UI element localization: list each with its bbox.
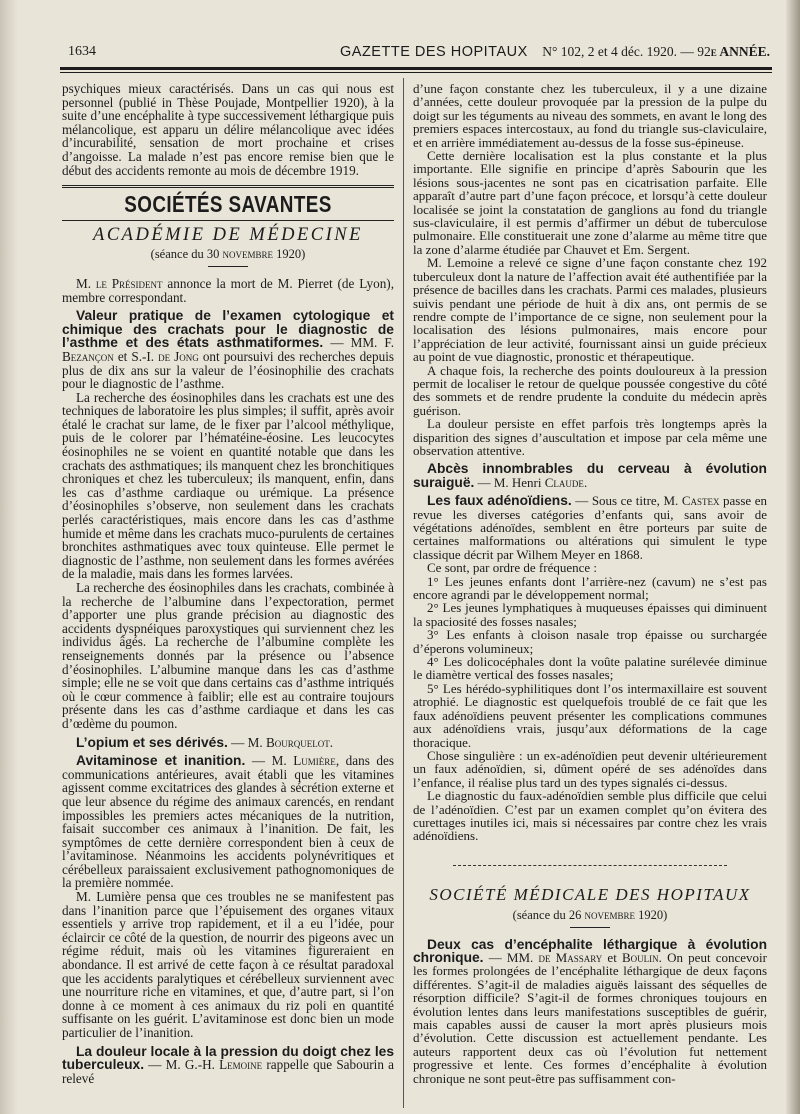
issue-info xyxy=(542,44,770,60)
page-edge-shadow xyxy=(786,0,800,1114)
list-item: 1° Les jeunes enfants dont l’arrière-nez (cavum) ne s’est pas encore agrandi par le développement normal; xyxy=(413,573,767,603)
society-session-date: (séance du 26 novembre 1920) xyxy=(512,908,668,923)
list-item: 4° Les dolicocéphales dont la voûte palatine surélevée diminue le diamètre vertical des fosses nasales; xyxy=(413,654,767,683)
list-item: 3° Les enfants à cloison nasale trop épaisse ou surchargée d’éperons volumineux; xyxy=(413,627,767,656)
section-rule-bottom xyxy=(62,220,394,221)
article-paragraph: La douleur persiste en effet parfois très longtemps après la disparition des signes d’auscultation et impose par cela même une observation attentive. xyxy=(413,416,767,458)
article-paragraph: La recherche des éosinophiles dans les crachats, combinée à la recherche de l’albumine dans l’expectoration, permet d’apporter une plus grande précision au diagnostic des accidents dyspnéiques paroxystiques qui surviennent chez les individus âgés. La recherche de l’albumine complète les renseignements donnés par la présence ou l’absence d’éosinophiles. L’albumine manque dans les cas d’asthme simple; elle ne se voit que dans certains cas d’asthme intriqués où le cœur commence à faiblir; elle est au contraire toujours présente dans les cas d’asthme cardiaque et dans les cas d’œdème du poumon. xyxy=(62,580,394,731)
article-title: Avitaminose et inanition. xyxy=(76,753,246,769)
article-asthma: Valeur pratique de l’examen cytologique et chimique des crachats pour le diagnostic de l’asthme et des états asthmatiformes. — MM. F. Bezançon et S.-I. de Jong ont poursuivi des recherches depuis plus de dix ans sur la valeur de l’éosinophilie des crachats pour le diagnostic de l’asthme. xyxy=(62,308,395,392)
intro-paragraph: psychiques mieux caractérisés. Dans un cas qui nous est personnel (publié in Thèse Poujade, Montpellier 1920), à la suite d’une encéphalite à type successivement léthargique puis mélancolique, est apparu un délire mélancolique avec idées d’incurabilité, sensation de mort prochaine et crises d’angoisse. La malade n’est pas encore remise bien que le début des accidents remonte au mois de décembre 1919. xyxy=(62,81,394,178)
section-divider xyxy=(453,865,727,866)
article-title: Les faux adénoïdiens. xyxy=(427,493,572,509)
article-abces: Abcès innombrables du cerveau à évolution suraiguë. — M. Henri Claude. xyxy=(413,461,767,490)
president-announcement: M. le Président annonce la mort de M. Pierret (de Lyon), membre correspondant. xyxy=(62,275,394,305)
right-column xyxy=(413,82,767,1085)
article-paragraph: Cette dernière localisation est la plus constante et la plus importante. Elle signifie en principe d’après Sabourin que les lésions sous-jacentes ne sont pas en cicatrisation parfaite. Elle apparaît d’autre part d’une façon précoce, et lorsqu’à cette douleur localisée se joint la constatation de ganglions au fond du triangle sus-claviculaire, il est permis d’affirmer un début de tuberculose pulmonaire. Elle constituerait une zone d’alarme au même titre que la zone d’alarme étudiée par Chauvet et Em. Sergent. xyxy=(413,148,767,257)
article-paragraph: Le diagnostic du faux-adénoïdien semble plus difficile que celui de l’adénoïdien. C’est par un examen complet qu’on évitera des curettages inutiles ici, mais si nécessaires par contre chez les vrais adénoïdiens. xyxy=(413,788,767,844)
header-rule xyxy=(60,67,772,70)
academy-title: ACADÉMIE DE MÉDECINE xyxy=(93,224,363,245)
journal-title: GAZETTE DES HOPITAUX xyxy=(340,44,528,60)
section-rule-top xyxy=(62,185,394,188)
issue-year: e ANNÉE. xyxy=(710,44,770,59)
article-paragraph: Chose singulière : un ex-adénoïdien peut devenir ultérieurement un faux adénoïdien, si, dûment opéré de ses adénoïdes dans l’enfance, il réalise plus tard un des types signalés ci-dessus. xyxy=(413,747,767,790)
short-rule xyxy=(208,266,248,267)
article-paragraph: La recherche des éosinophiles dans les crachats est une des techniques de laboratoire les plus simples; il suffit, après avoir étalé le crachat sur lame, de le fixer par l’alcool méthylique, puis de le colorer par l’hématéine-éosine. Les leucocytes éosinophiles ne se voient en quantité notable que dans les crachats des asthmatiques; ils manquent chez les bronchitiques chroniques et chez les tuberculeux; ils manquent, enfin, dans les cas d’asthme cardiaque ou urémique. La présence d’éosinophiles s’observe, non seulement dans les crachats perlés caractéristiques, mais encore dans les cas d’asthme humide et même dans les crachats muco-purulents de certaines bronchites asthmatiques avec toux quinteuse. Elle permet le diagnostic de l’asthme, non seulement dans les formes avérées de la maladie, mais dans les formes larvées. xyxy=(62,389,394,582)
header-rule-thin xyxy=(60,72,772,73)
article-title: L’opium et ses dérivés. xyxy=(76,734,228,750)
article-paragraph: M. Lumière pensa que ces troubles ne se manifestent pas dans l’inanition parce que l’épuisement des organes vitaux essentiels y arrive trop rapidement, et il a eu l’idée, pour éclaircir ce côté de la question, de nourrir des pigeons avec un régime réduit, mais où les vitamines figureraient en abondance. Il est arrivé de cette façon à ce résultat paradoxal que les accidents paralytiques et cérébelleux surviennent avec une nourriture riche en vitamines, et que, d’autre part, si l’on donne à ce moment à ces animaux du riz poli en quantité suffisante on les guérit. L’avitaminose est donc bien un mode particulier de l’inanition. xyxy=(62,889,394,1040)
left-column xyxy=(62,82,394,1085)
issue-date: N° 102, 2 et 4 déc. 1920. — 92 xyxy=(542,44,711,59)
article-avitaminose: Avitaminose et inanition. — M. Lumière, dans des communications antérieures, avait établi que les vitamines agissent comme excitatrices des glandes à sécrétion externe et que leur absence du régime des animaux carencés, en rendant impossibles les premiers actes mécaniques de la nutrition, faisait succomber ces animaux à l’inanition. De fait, les symptômes de cette dernière correspondent bien à ceux de l’avitaminose. Néanmoins les accidents polynévritiques et cérébelleux paraissaient exclusivement pathognomoniques de la première nommée. xyxy=(62,753,394,891)
page-number: 1634 xyxy=(68,44,96,59)
article-douleur: La douleur locale à la pression du doigt chez les tuberculeux. — M. G.-H. Lemoine rappelle que Sabourin a relevé xyxy=(62,1043,394,1086)
article-faux-adenoidiens: Les faux adénoïdiens. — Sous ce titre, M. Castex passe en revue les diverses catégories d’enfants qui, sans avoir de végétations adénoïdes, semblent en être porteurs par suite de certaines malformations ou altérations qui simulent le type classique décrit par Wilhem Meyer en 1868. xyxy=(413,493,767,562)
running-header xyxy=(60,44,770,66)
page-spine-shadow xyxy=(0,0,18,1114)
article-paragraph: Ce sont, par ordre de fréquence : xyxy=(427,560,598,576)
list-item: 2° Les jeunes lymphatiques à muqueuses épaisses qui diminuent la spaciosité des fosses nasales; xyxy=(413,600,767,629)
society-title: SOCIÉTÉ MÉDICALE DES HOPITAUX xyxy=(429,884,751,904)
article-opium: L’opium et ses dérivés. — M. Bourquelot. xyxy=(76,734,334,750)
article-title: La douleur locale à la pression du doigt chez les tuberculeux. xyxy=(62,1043,394,1073)
section-title: SOCIÉTÉS SAVANTES xyxy=(124,191,332,218)
article-title: Deux cas d’encéphalite léthargique à évolution chronique. xyxy=(413,936,767,965)
article-encephalite: Deux cas d’encéphalite léthargique à évolution chronique. — MM. de Massary et Boulin. On peut concevoir les formes prolongées de l’encéphalite léthargique de deux façons différentes. S’agit-il de maladies aiguës laissant des séquelles de résorption difficile? S’agit-il de formes chroniques toujours en évolution lentes dans leurs manifestations susceptibles de guérir, mais capables aussi de causer la mort après plusieurs mois d’évolution. Cette discussion est actuellement pendante. Les auteurs rapportent deux cas où l’évolution fut nettement progressive et lente. Ces formes d’encéphalite à évolution chronique ne sont peut-être pas suffisamment con- xyxy=(413,936,768,1086)
article-title: Abcès innombrables du cerveau à évolution suraiguë. xyxy=(413,461,767,490)
academy-session-date: (séance du 30 novembre 1920) xyxy=(150,247,306,262)
article-title: Valeur pratique de l’examen cytologique et chimique des crachats pour le diagnostic de l’asthme et des états asthmatiformes. xyxy=(62,308,394,351)
column-separator xyxy=(403,78,404,1108)
article-paragraph: M. Lemoine a relevé ce signe d’une façon constante chez 192 tuberculeux dont la nature de l’affection avait été authentifiée par la présence de bacilles dans les crachats. Parmi ces malades, plusieurs suivis pendant une période de huit à dix ans, ont permis de se rendre compte de l’importance de ce signe, non seulement pour la localisation des lésions pulmonaires, mais encore pour l’appréciation de leur activité, fournissant ainsi un guide précieux au point de vue diagnostic, pronostic et thérapeutique. xyxy=(413,255,767,365)
article-paragraph: d’une façon constante chez les tuberculeux, il y a une dizaine d’années, cette douleur provoquée par la pression de la pulpe du doigt sur les téguments au niveau des sommets, en avant le long des premiers espaces intercostaux, au fond du triangle sus-claviculaire, et en arrière immédiatement au-dessus de la fosse sus-épineuse. xyxy=(413,81,767,150)
article-paragraph: A chaque fois, la recherche des points douloureux à la pression permit de localiser le retour de quelque poussée congestive du côté des sommets et de rendre prudente la conduite du médecin après guérison. xyxy=(413,362,767,418)
short-rule xyxy=(570,927,610,928)
list-item: 5° Les hérédo-syphilitiques dont l’os intermaxillaire est souvent atrophié. Le diagnostic est quelquefois troublé de ce fait que les faux adénoïdiens peuvent présenter les complications communes aux adénoïdiens vrais, jusqu’aux déformations de la cage thoracique. xyxy=(413,680,767,750)
